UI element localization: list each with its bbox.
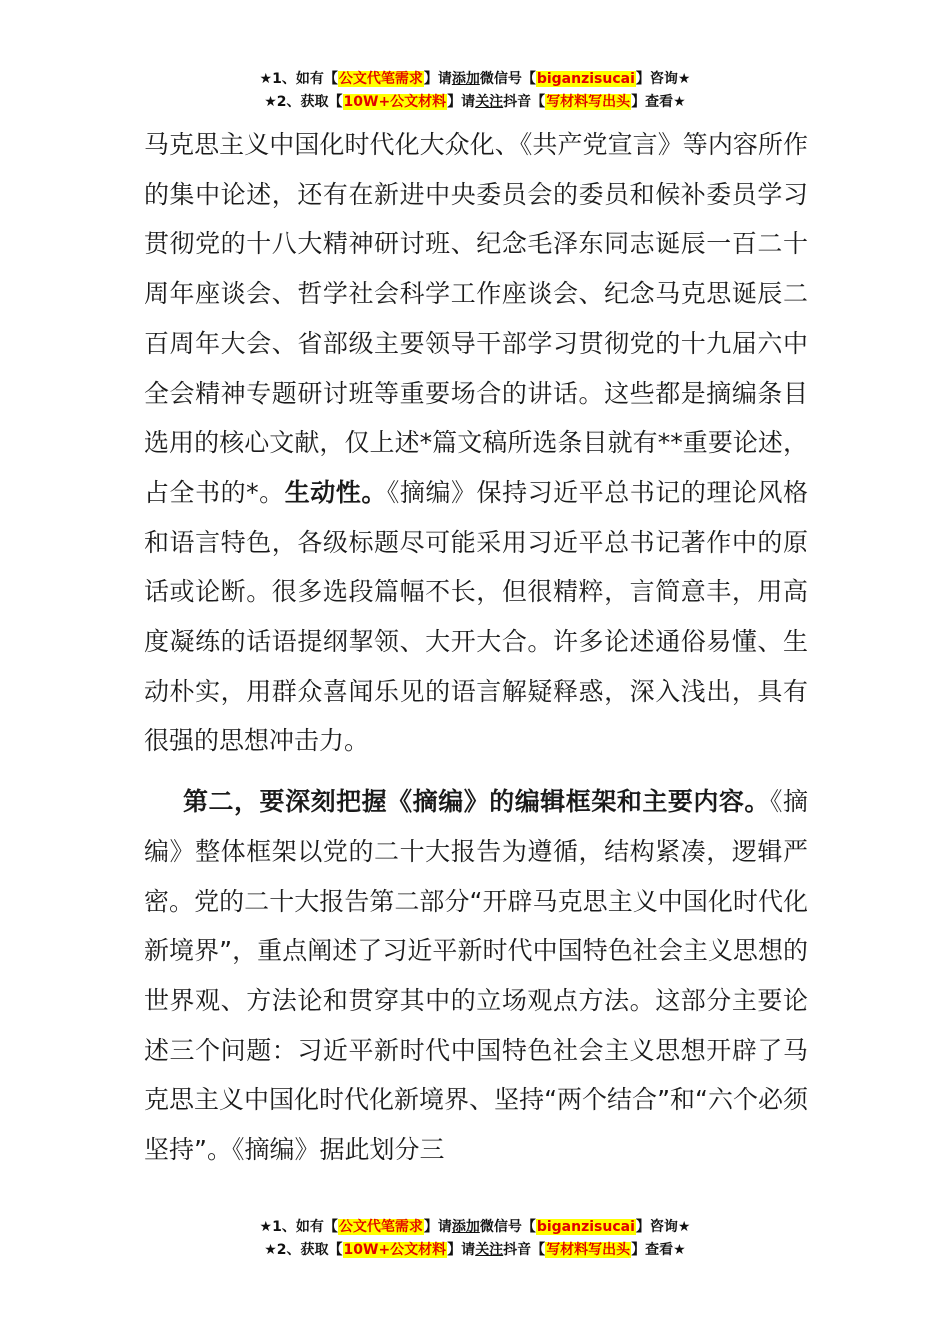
banner-highlight: 10W+公文材料 [343, 94, 447, 110]
banner-text: 抖音【 [503, 1242, 546, 1258]
banner-text: 抖音【 [503, 94, 546, 110]
banner-highlight: biganzisucai [536, 1219, 635, 1235]
paragraph-text: 《摘编》整体框架以党的二十大报告为遵循，结构紧凑，逻辑严密。党的二十大报告第二部分“开辟马克思主义中国化时代化新境界”，重点阐述了习近平新时代中国特色社会主义思想的世界观、方法论和贯穿其中的立场观点方法。这部分主要论述三个问题：习近平新时代中国特色社会主义思想开辟了马克思主义中国化时代化新境界、坚持“两个结合”和“六个必须坚持”。《摘编》据此划分三 [144, 787, 808, 1165]
header-banner [0, 68, 950, 114]
banner-text: 微信号【 [479, 1219, 536, 1235]
banner-text: ★2、获取【 [264, 94, 343, 110]
banner-text: ★2、获取【 [264, 1242, 343, 1258]
banner-text: ★1、如有【 [259, 1219, 338, 1235]
banner-line-2 [0, 1239, 950, 1262]
document-body [144, 120, 808, 1175]
banner-line-1 [0, 1216, 950, 1239]
bold-heading: 生动性。 [284, 477, 387, 507]
section-heading: 第二，要深刻把握《摘编》的编辑框架和主要内容。 [183, 787, 770, 817]
banner-highlight: 公文代笔需求 [338, 1219, 423, 1235]
banner-text: 】请 [447, 1242, 476, 1258]
banner-line-1 [0, 68, 950, 91]
banner-highlight: 写材料写出头 [546, 94, 631, 110]
banner-highlight: 10W+公文材料 [343, 1242, 447, 1258]
paragraph-text: 马克思主义中国化时代化大众化、《共产党宣言》等内容所作的集中论述，还有在新进中央委员会的委员和候补委员学习贯彻党的十八大精神研讨班、纪念毛泽东同志诞辰一百二十周年座谈会、哲学社会科学工作座谈会、纪念马克思诞辰二百周年大会、省部级主要领导干部学习贯彻党的十九届六中全会精神专题研讨班等重要场合的讲话。这些都是摘编条目选用的核心文献，仅上述*篇文稿所选条目就有**重要论述，占全书的*。 [144, 130, 808, 507]
paragraph-1 [144, 120, 808, 766]
banner-highlight: 写材料写出头 [546, 1242, 631, 1258]
banner-text: 】咨询★ [635, 1219, 691, 1235]
banner-line-2 [0, 91, 950, 114]
banner-text: 微信号【 [479, 71, 536, 87]
paragraph-text: 《摘编》保持习近平总书记的理论风格和语言特色，各级标题尽可能采用习近平总书记著作中的原话或论断。很多选段篇幅不长，但很精粹，言简意丰，用高度凝练的话语提纲挈领、大开大合。许多论述通俗易懂、生动朴实，用群众喜闻乐见的语言解疑释惑，深入浅出，具有很强的思想冲击力。 [144, 477, 808, 756]
banner-underline: 关注 [475, 94, 504, 110]
banner-text: 】查看★ [631, 1242, 686, 1258]
banner-underline: 添加 [451, 1219, 480, 1235]
banner-text: 】请 [423, 1219, 452, 1235]
banner-underline: 关注 [475, 1242, 504, 1258]
paragraph-2 [144, 777, 808, 1175]
banner-underline: 添加 [451, 71, 480, 87]
footer-banner [0, 1216, 950, 1262]
banner-text: 】咨询★ [635, 71, 691, 87]
banner-text: 】查看★ [631, 94, 686, 110]
banner-text: 】请 [447, 94, 476, 110]
banner-highlight: 公文代笔需求 [338, 71, 423, 87]
banner-text: ★1、如有【 [259, 71, 338, 87]
banner-highlight: biganzisucai [536, 71, 635, 87]
banner-text: 】请 [423, 71, 452, 87]
